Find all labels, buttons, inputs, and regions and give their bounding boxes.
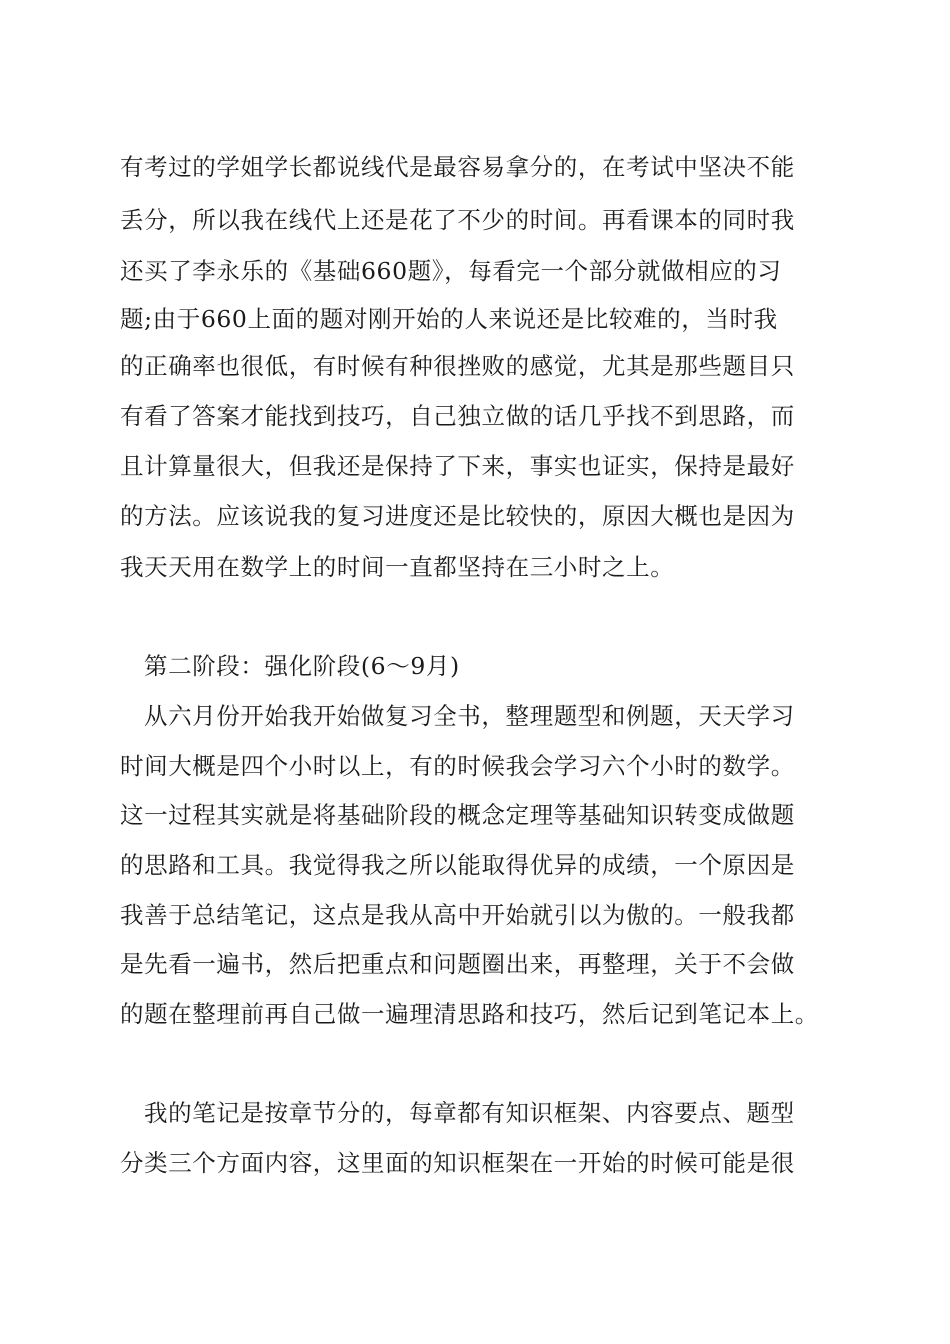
- text-line: 我善于总结笔记，这点是我从高中开始就引以为傲的。一般我都: [120, 901, 795, 929]
- text-line: 且计算量很大，但我还是保持了下来，事实也证实，保持是最好: [120, 452, 795, 480]
- text-line: 的方法。应该说我的复习进度还是比较快的，原因大概也是因为: [120, 502, 795, 530]
- text-line: 时间大概是四个小时以上，有的时候我会学习六个小时的数学。: [120, 752, 795, 780]
- text-line: 我的笔记是按章节分的，每章都有知识框架、内容要点、题型: [144, 1099, 795, 1127]
- text-line: 有看了答案才能找到技巧，自己独立做的话几乎找不到思路，而: [120, 402, 795, 430]
- text-line: 是先看一遍书，然后把重点和问题圈出来，再整理，关于不会做: [120, 950, 795, 978]
- text-line: 我天天用在数学上的时间一直都坚持在三小时之上。: [120, 553, 675, 581]
- text-line: 的正确率也很低，有时候有种很挫败的感觉，尤其是那些题目只: [120, 352, 795, 380]
- text-line: 的题在整理前再自己做一遍理清思路和技巧，然后记到笔记本上。: [120, 1000, 819, 1028]
- text-line: 题;由于660上面的题对刚开始的人来说还是比较难的，当时我: [120, 305, 778, 333]
- section-heading: 第二阶段：强化阶段(6～9月): [144, 652, 460, 680]
- text-line: 从六月份开始我开始做复习全书，整理题型和例题，天天学习: [144, 702, 795, 730]
- text-line: 分类三个方面内容，这里面的知识框架在一开始的时候可能是很: [120, 1149, 795, 1177]
- text-line: 有考过的学姐学长都说线代是最容易拿分的，在考试中坚决不能: [120, 153, 795, 181]
- text-line: 丢分，所以我在线代上还是花了不少的时间。再看课本的同时我: [120, 206, 795, 234]
- text-line: 的思路和工具。我觉得我之所以能取得优异的成绩，一个原因是: [120, 851, 795, 879]
- text-line: 这一过程其实就是将基础阶段的概念定理等基础知识转变成做题: [120, 801, 795, 829]
- text-line: 还买了李永乐的《基础660题》，每看完一个部分就做相应的习: [120, 257, 782, 285]
